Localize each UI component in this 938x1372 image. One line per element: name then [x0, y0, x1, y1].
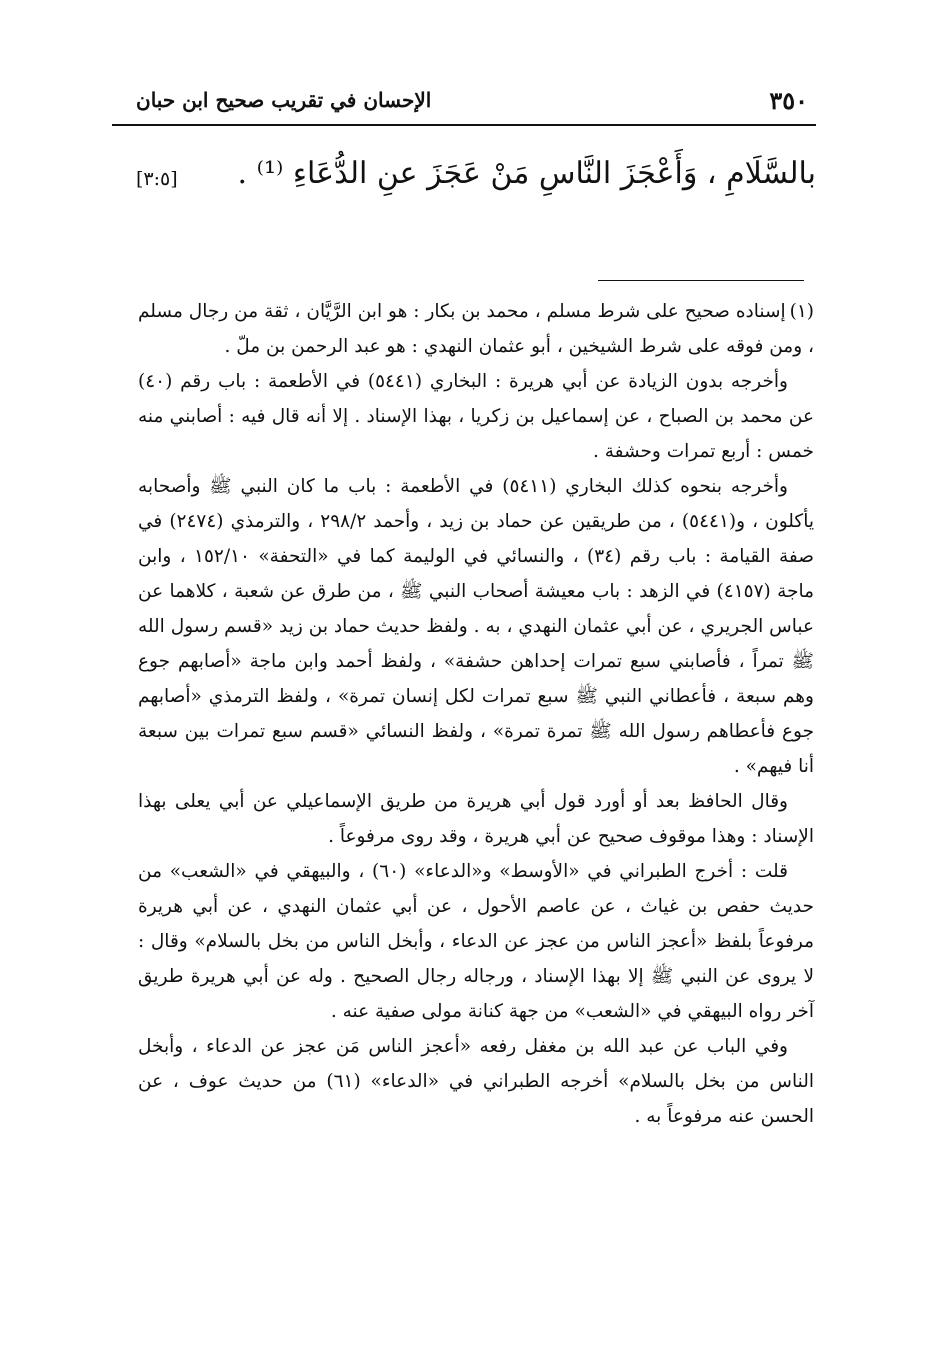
footnote-marker: (١)	[789, 301, 814, 322]
footnote-paragraph: وفي الباب عن عبد الله بن مغفل رفعه «أعجز الناس مَن عجز عن الدعاء ، وأبخل الناس من بخل بالسلام» أخرجه الطبراني في «الدعاء» (٦١) من حديث عوف ، عن الحسن عنه مرفوعاً به .	[138, 1036, 814, 1127]
hadith-text: بالسَّلَامِ ، وَأَعْجَزَ النَّاسِ مَنْ عَجَزَ عنِ الدُّعَاءِ ⁽¹⁾ .	[237, 156, 816, 191]
footnote-paragraph	[138, 294, 814, 364]
page-header	[112, 84, 816, 126]
hadith-reference: [٣:٥]	[136, 168, 178, 190]
footnote-paragraph: وأخرجه بدون الزيادة عن أبي هريرة : البخاري (٥٤٤١) في الأطعمة : باب رقم (٤٠) عن محمد بن الصباح ، عن إسماعيل بن زكريا ، بهذا الإسناد . إلا أنه قال فيه : أصابني منه خمس : أربع تمرات وحشفة .	[138, 371, 814, 462]
book-title: الإحسان في تقريب صحيح ابن حبان	[136, 88, 432, 112]
footnote-text: إسناده صحيح على شرط مسلم ، محمد بن بكار : هو ابن الرَّيَّان ، ثقة من رجال مسلم ، ومن فوقه على شرط الشيخين ، أبو عثمان النهدي : هو عبد الرحمن بن ملّ .	[138, 301, 814, 357]
hadith-line	[110, 156, 816, 204]
footnotes	[138, 294, 814, 1134]
footnote-paragraph: وأخرجه بنحوه كذلك البخاري (٥٤١١) في الأطعمة : باب ما كان النبي ﷺ وأصحابه يأكلون ، و(٥٤٤١) ، من طريقين عن حماد بن زيد ، وأحمد ٢٩٨/٢ ، والترمذي (٢٤٧٤) في صفة القيامة : باب رقم (٣٤) ، والنسائي في الوليمة كما في «التحفة» ١٥٢/١٠ ، وابن ماجة (٤١٥٧) في الزهد : باب معيشة أصحاب النبي ﷺ ، من طرق عن شعبة ، كلاهما عن عباس الجريري ، عن أبي عثمان النهدي ، به . ولفظ حديث حماد بن زيد «قسم رسول الله ﷺ تمراً ، فأصابني سبع تمرات إحداهن حشفة» ، ولفظ أحمد وابن ماجة «أصابهم جوع وهم سبعة ، فأعطاني النبي ﷺ سبع تمرات لكل إنسان تمرة» ، ولفظ الترمذي «أصابهم جوع فأعطاهم رسول الله ﷺ تمرة تمرة» ، ولفظ النسائي «قسم سبع تمرات بين سبعة أنا فيهم» .	[138, 476, 815, 777]
footnote-separator	[598, 280, 804, 281]
footnote-paragraph: قلت : أخرج الطبراني في «الأوسط» و«الدعاء» (٦٠) ، والبيهقي في «الشعب» من حديث حفص بن غياث ، عن عاصم الأحول ، عن أبي عثمان النهدي ، عن أبي هريرة مرفوعاً بلفظ «أعجز الناس من عجز عن الدعاء ، وأبخل الناس من بخل بالسلام» وقال : لا يروى عن النبي ﷺ إلا بهذا الإسناد ، ورجاله رجال الصحيح . وله عن أبي هريرة طريق آخر رواه البيهقي في «الشعب» من جهة كنانة مولى صفية عنه .	[138, 861, 814, 1022]
page-number: ٣٥٠	[769, 86, 808, 115]
footnote-paragraph: وقال الحافظ بعد أو أورد قول أبي هريرة من طريق الإسماعيلي عن أبي يعلى بهذا الإسناد : وهذا موقوف صحيح عن أبي هريرة ، وقد روى مرفوعاً .	[138, 791, 814, 847]
